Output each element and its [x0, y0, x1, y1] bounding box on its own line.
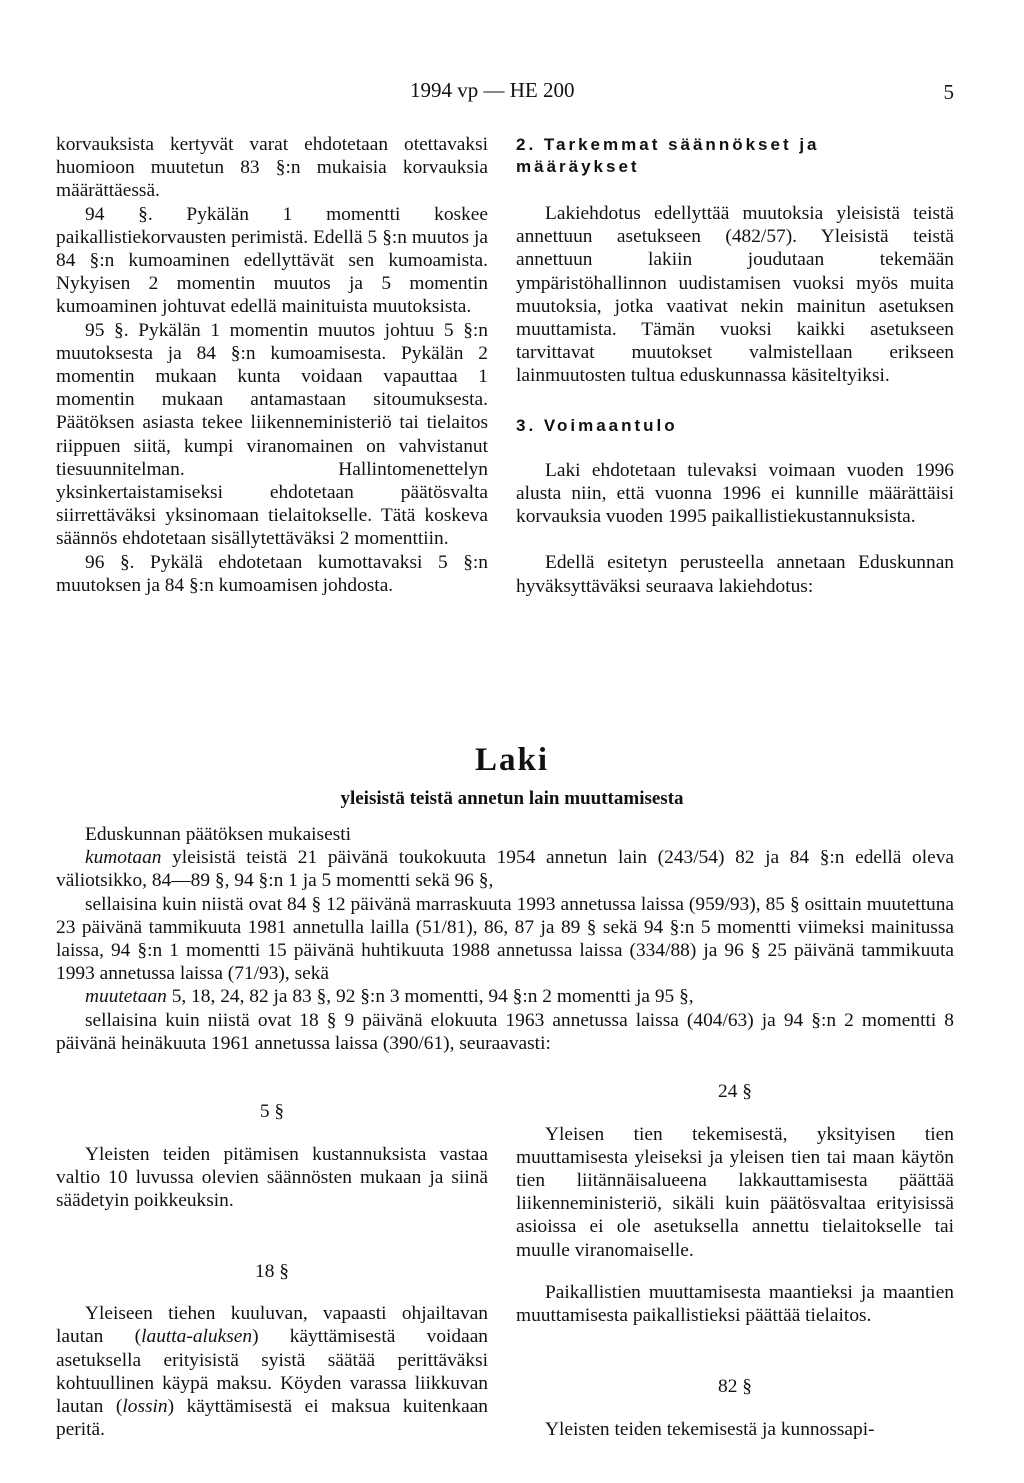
section-24-heading: 24 §: [718, 1081, 752, 1102]
section-heading-3: 3. Voimaantulo: [516, 415, 678, 435]
section-82-text: Yleisten teiden tekemisestä ja kunnossapi-: [545, 1418, 875, 1440]
preamble-muutetaan: [56, 985, 954, 1008]
page-header: [0, 78, 1024, 108]
section-24-text-2: Paikallistien muuttamisesta maantieksi ja maantien muuttamisesta paikallistieksi päättää tielaitos.: [516, 1282, 954, 1327]
law-preamble: [56, 823, 954, 1055]
kumotaan-word: kumotaan: [85, 847, 162, 869]
paragraph-94: 94 §. Pykälän 1 momentti koskee paikallistiekorvausten perimistä. Edellä 5 §:n muutos ja 84 §:n kumoaminen edellyttävät sen kumoamista. Nykyisen 2 momentin muutos ja 5 momentin kumoaminen johtuvat edellä mainituista muutoksista.: [56, 203, 488, 318]
paragraph-96: 96 §. Pykälä ehdotetaan kumottavaksi 5 §:n muutoksen ja 84 §:n kumoamisen johdosta.: [56, 551, 488, 596]
preamble-sellaisina-2: sellaisina kuin niistä ovat 18 § 9 päivänä elokuuta 1963 annetussa laissa (404/63) ja 94 §:n 2 momentti 8 päivänä heinäkuuta 1961 annetussa laissa (390/61), seuraavasti:: [56, 1009, 954, 1054]
paragraph: Laki ehdotetaan tulevaksi voimaan vuoden 1996 alusta niin, että vuonna 1996 ei kunnille määrättäisi korvauksia vuoden 1995 paikallistiekustannuksista.: [516, 459, 954, 528]
section-24-text-1: Yleisen tien tekemisestä, yksityisen tien muuttamisesta yleiseksi ja yleisen tien tai maan käytön tien liitännäisalueena lakkauttamisesta päättää liikenneministeriö, sikäli kuin päätösvaltaa erityisissä asioissa ei ole asetuksella annettu tielaitokselle tai muulle viranomaiselle.: [516, 1123, 954, 1261]
section-82-heading: 82 §: [718, 1376, 752, 1397]
section-18-text: [56, 1302, 488, 1441]
section-18-heading: 18 §: [255, 1260, 289, 1282]
paragraph: Lakiehdotus edellyttää muutoksia yleisistä teistä annettuun asetukseen (482/57). Yleisistä teistä annettuun lakiin joudutaan tekemään ympäristöhallinnon uudistamisen vuoksi myös muita muutoksia, jotka vaativat nekin mainitun asetuksen muuttamista. Tämän vuoksi kaikki asetukseen tarvittavat muutokset valmistellaan erikseen lainmuutosten tultua eduskunnassa käsiteltyiksi.: [516, 203, 954, 387]
muutetaan-text: 5, 18, 24, 82 ja 83 §, 92 §:n 3 momentti, 94 §:n 2 momentti ja 95 §,: [166, 986, 694, 1008]
law-subtitle: yleisistä teistä annetun lain muuttamisesta: [340, 788, 684, 809]
preamble-intro: Eduskunnan päätöksen mukaisesti: [85, 824, 352, 845]
document-reference: 1994 vp — HE 200: [410, 78, 575, 102]
sections-left-column: [56, 1100, 488, 1461]
section-5-text: Yleisten teiden pitämisen kustannuksista vastaa valtio 10 luvussa olevien säännösten mukaan ja siinä säädetyin poikkeuksin.: [56, 1143, 488, 1211]
s18-part: ) käyttämisestä ei maksua kuitenkaan peritä.: [56, 1396, 488, 1441]
sections-right-column: [516, 1080, 954, 1460]
section-heading-2: 2. Tarkemmat säännökset ja määräykset: [516, 135, 820, 176]
kumotaan-text: yleisistä teistä 21 päivänä toukokuuta 1954 annetun lain (243/54) 82 ja 84 §:n edellä oleva väliotsikko, 84—89 §, 94 §:n 1 ja 5 momentti sekä 96 §,: [56, 847, 954, 892]
s18-italic: lautta-aluksen: [141, 1326, 253, 1348]
law-title: Laki: [474, 742, 550, 778]
s18-italic: lossin: [122, 1396, 168, 1417]
paragraph: Edellä esitetyn perusteella annetaan Eduskunnan hyväksyttäväksi seuraava lakiehdotus:: [516, 552, 954, 597]
section-5-heading: 5 §: [259, 1101, 285, 1122]
preamble-kumotaan: [56, 846, 954, 892]
page-number: 5: [943, 80, 954, 104]
preamble-sellaisina-1: sellaisina kuin niistä ovat 84 § 12 päivänä marraskuuta 1993 annetussa laissa (959/93), 85 § osittain muutettuna 23 päivänä tammikuuta 1981 annetulla lailla (51/81), 86, 87 ja 89 § sekä 94 §:n 5 momentti viimeksi mainitussa laissa, 94 §:n 1 momentti 15 päivänä huhtikuuta 1988 annetussa laissa (334/88) ja 96 § 25 päivänä tammikuuta 1993 annetussa laissa (71/93), sekä: [56, 893, 954, 985]
s18-part: Yleiseen tiehen kuuluvan, vapaasti ohjailtavan lautan (: [56, 1303, 488, 1348]
paragraph: korvauksista kertyvät varat ehdotetaan otettavaksi huomioon muutetun 83 §:n mukaisia korvauksia määrättäessä.: [56, 134, 488, 202]
right-column: [516, 134, 954, 598]
left-column: [56, 133, 488, 597]
s18-part: ) käyttämisestä voidaan asetuksella erityisistä syistä säätää perittäväksi kohtuullinen käypä maksu. Köyden varassa liikkuvan lautan (: [56, 1326, 489, 1417]
muutetaan-word: muutetaan: [85, 986, 167, 1008]
paragraph-95: 95 §. Pykälän 1 momentin muutos johtuu 5 §:n muutoksesta ja 84 §:n kumoamisesta. Pykälän 2 momentin mukaan kunta voidaan vapauttaa 1 momentin mukaan antamastaan sitoumuksesta. Päätöksen asiasta tekee liikenneministeriö tai tielaitos riippuen siitä, kumpi viranomainen on vahvistanut tiesuunnitelman. Hallintomenettelyn yksinkertaistamiseksi ehdotetaan päätösvalta siirrettäväksi yksinomaan tielaitokselle. Tätä koskeva säännös ehdotetaan sisällytettäväksi 2 momenttiin.: [56, 319, 488, 550]
